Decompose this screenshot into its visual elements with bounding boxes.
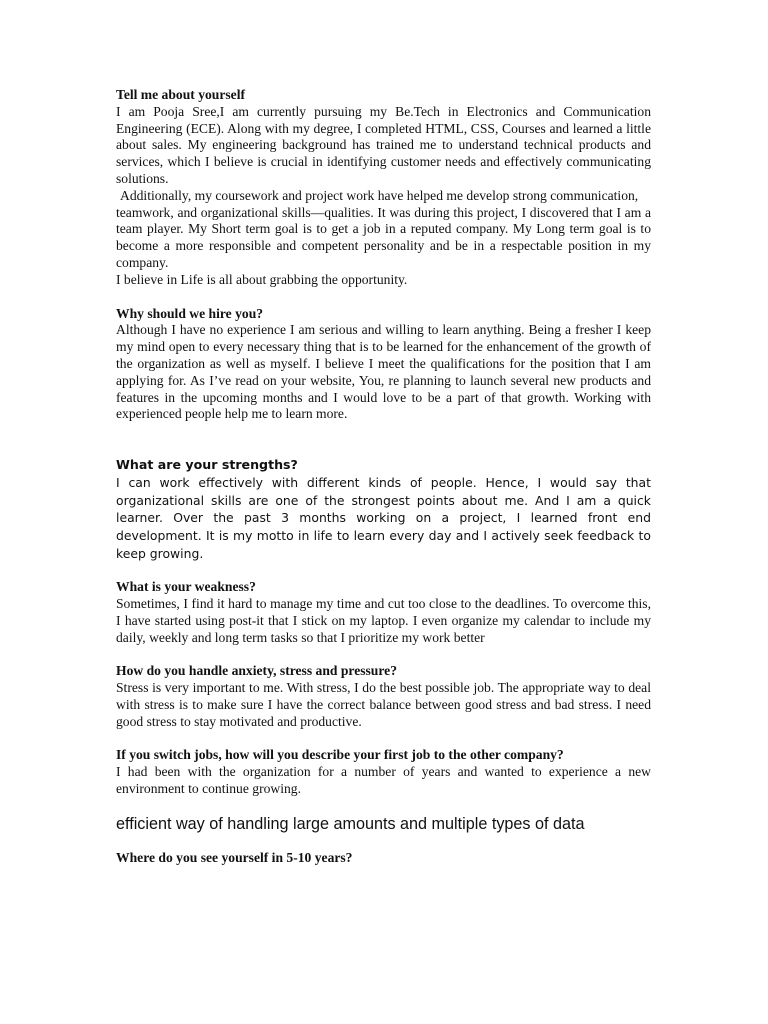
section-why-hire xyxy=(116,306,651,424)
paragraph-additionally: Additionally, my coursework and project work have helped me develop strong communication, xyxy=(120,187,639,203)
heading-switch-jobs: If you switch jobs, how will you describe your first job to the other company? xyxy=(116,747,564,763)
paragraph-teamwork: teamwork, and organizational skills—qualities. It was during this project, I discovered that I am a team player. My Short term goal is to get a job in a reputed company. My Long term goal is to become a more responsible and competent personality and be in a respectable position in my company. xyxy=(116,204,651,270)
heading-stress: How do you handle anxiety, stress and pressure? xyxy=(116,663,397,679)
section-switch-jobs xyxy=(116,747,651,797)
heading-why-hire: Why should we hire you? xyxy=(116,305,264,321)
heading-tell-me-about-yourself: Tell me about yourself xyxy=(116,87,246,102)
paragraph-intro: I am Pooja Sree,I am currently pursuing my Be.Tech in Electronics and Communication Engineering (ECE). Along with my degree, I completed HTML, CSS, Courses and learned a little about sales. My engineering background has trained me to understand technical products and services, which I believe is crucial in identifying customer needs and effectively communicating solutions. xyxy=(116,103,651,186)
stray-text-line: efficient way of handling large amounts and multiple types of data xyxy=(116,814,585,833)
paragraph-switch-jobs: I had been with the organization for a number of years and wanted to experience a new environment to continue growing. xyxy=(116,764,651,797)
paragraph-opportunity: I believe in Life is all about grabbing the opportunity. xyxy=(116,271,408,287)
section-five-ten-years xyxy=(116,850,651,867)
heading-strengths: What are your strengths? xyxy=(116,457,298,473)
paragraph-why-hire: Although I have no experience I am serious and willing to learn anything. Being a fresher I keep my mind open to every necessary thing that is to be learned for the enhancement of the growth of the organization as well as myself. I believe I meet the qualifications for the position that I am applying for. As I’ve read on your website, You, re planning to launch several new products and features in the upcoming months and I would love to be a part of that growth. Working with experienced people help me to learn more. xyxy=(116,322,651,422)
section-tell-me-about-yourself xyxy=(116,87,651,289)
paragraph-strengths: I can work effectively with different kinds of people. Hence, I would say that organizational skills are one of the strongest points about me. And I am a quick learner. Over the past 3 months working on a project, I learned front end development. It is my motto in life to learn every day and I actively seek feedback to keep growing. xyxy=(116,475,651,561)
paragraph-weakness: Sometimes, I find it hard to manage my time and cut too close to the deadlines. To overcome this, I have started using post-it that I stick on my laptop. I even organize my calendar to include my daily, weekly and long term tasks so that I prioritize my work better xyxy=(116,595,651,645)
document-page xyxy=(116,87,651,867)
section-strengths xyxy=(116,456,651,562)
heading-weakness: What is your weakness? xyxy=(116,579,256,595)
heading-five-ten-years: Where do you see yourself in 5-10 years? xyxy=(116,849,353,865)
paragraph-stress: Stress is very important to me. With stress, I do the best possible job. The appropriate way to deal with stress is to make sure I have the correct balance between good stress and bad stress. I need good stress to stay motivated and productive. xyxy=(116,680,651,729)
section-stress xyxy=(116,663,651,730)
section-weakness xyxy=(116,579,651,646)
